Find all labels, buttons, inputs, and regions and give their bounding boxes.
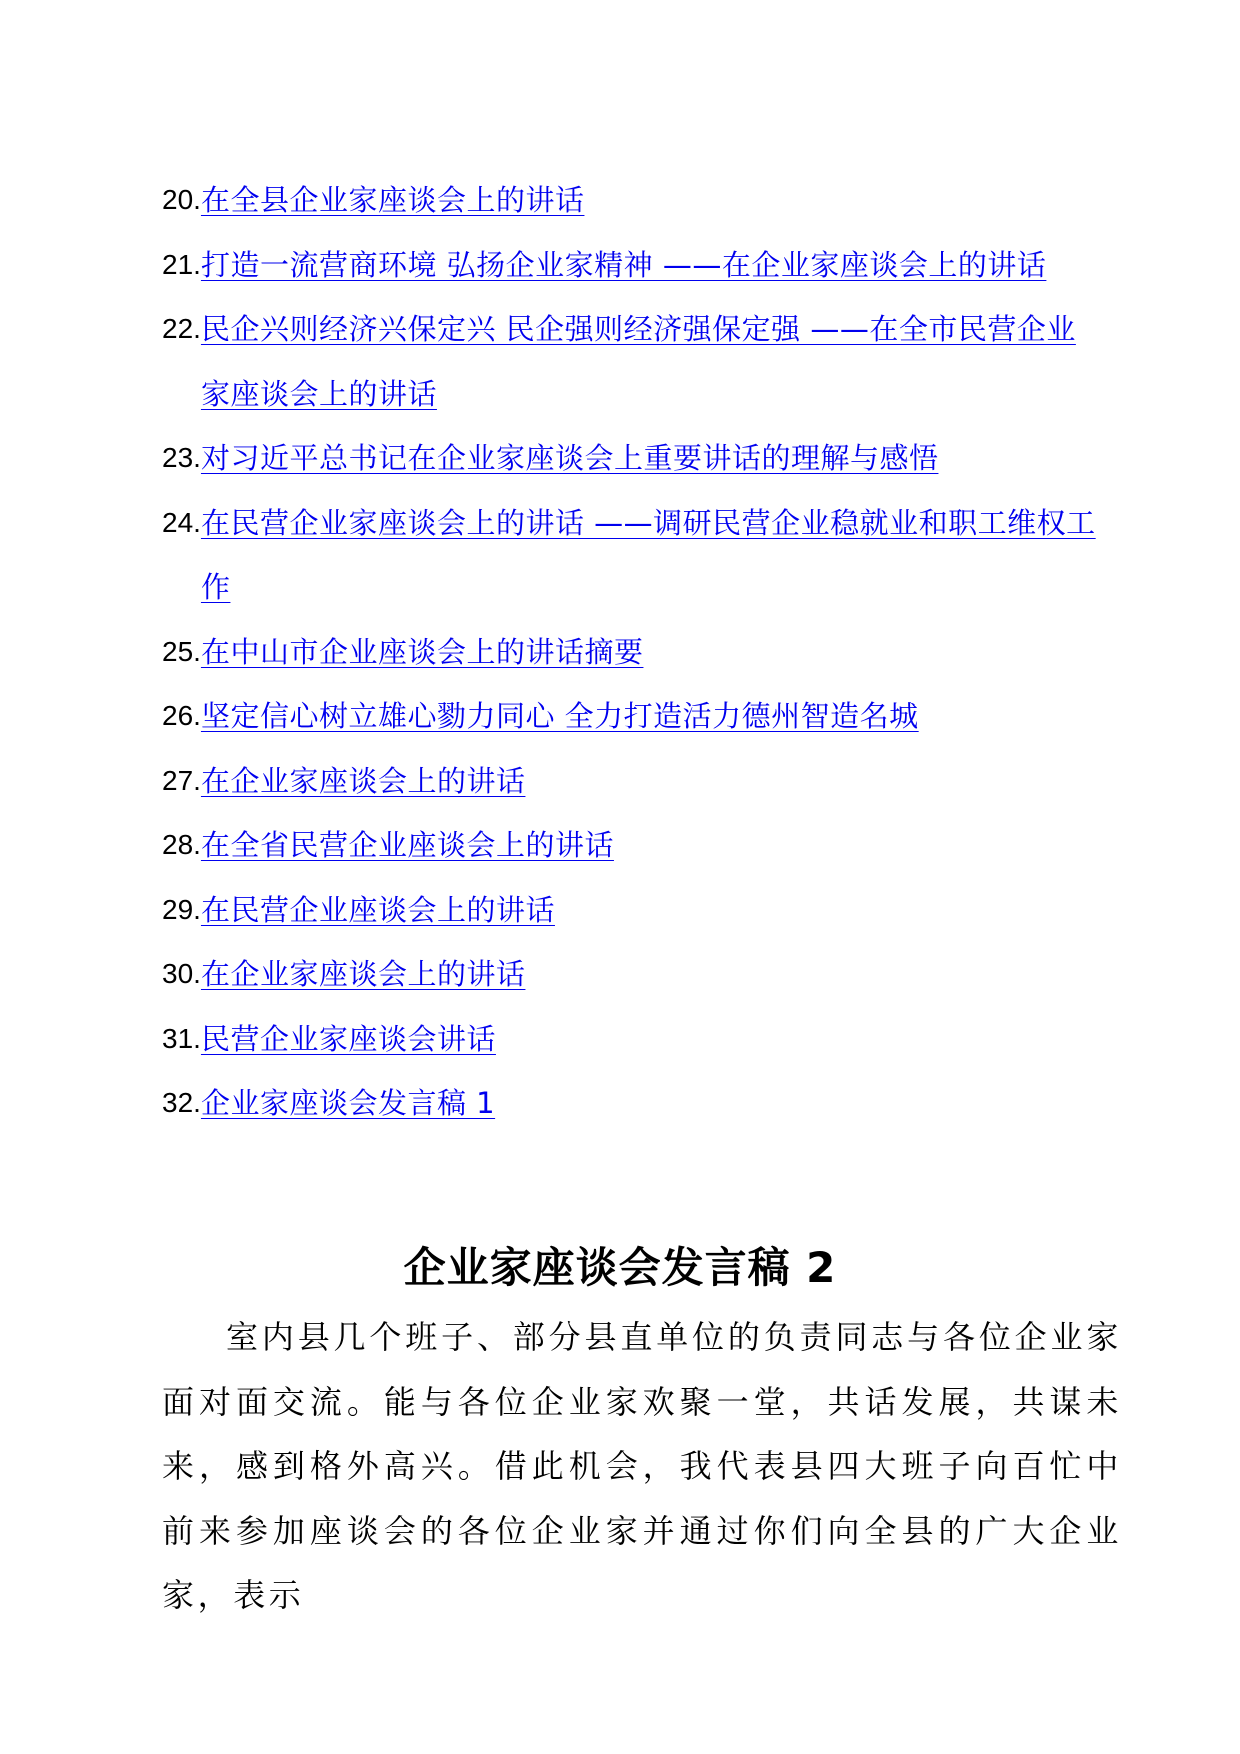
- body-paragraph: 室内县几个班子、部分县直单位的负责同志与各位企业家面对面交流。能与各位企业家欢聚一堂，共话发展，共谋未来，感到格外高兴。借此机会，我代表县四大班子向百忙中前来参加座谈会的各位企业家并通过你们向全县的广大企业家，表示: [162, 1318, 1122, 1614]
- toc-link[interactable]: 在中山市企业座谈会上的讲话摘要: [200, 634, 644, 669]
- toc-link[interactable]: 民企兴则经济兴保定兴 民企强则经济强保定强 ——在全市民营企业家座谈会上的讲话: [200, 312, 1076, 411]
- toc-link[interactable]: 民营企业家座谈会讲话: [200, 1021, 496, 1056]
- toc-item-number: 32.: [162, 1087, 201, 1118]
- toc-item-number: 29.: [162, 893, 201, 925]
- toc-item-29: [162, 878, 1102, 943]
- table-of-contents: [162, 168, 1102, 1136]
- toc-item-number: 27.: [162, 764, 201, 796]
- toc-link[interactable]: 在全省民营企业座谈会上的讲话: [200, 828, 614, 862]
- toc-item-number: 21.: [162, 248, 201, 280]
- toc-item-20: [162, 168, 1102, 233]
- toc-item-30: [162, 942, 1102, 1007]
- toc-item-number: 31.: [162, 1022, 201, 1054]
- toc-link[interactable]: 坚定信心树立雄心勠力同心 全力打造活力德州智造名城: [200, 699, 919, 733]
- section-heading: 企业家座谈会发言稿 2: [403, 1243, 837, 1292]
- toc-item-number: 28.: [162, 829, 201, 860]
- toc-item-number: 26.: [162, 700, 201, 731]
- toc-item-number: 24.: [162, 506, 201, 538]
- toc-item-31: [162, 1007, 1102, 1072]
- toc-item-number: 30.: [162, 958, 201, 989]
- toc-link[interactable]: 在民营企业家座谈会上的讲话 ——调研民营企业稳就业和职工维权工作: [200, 505, 1096, 604]
- toc-item-number: 20.: [162, 184, 201, 215]
- toc-link[interactable]: 在企业家座谈会上的讲话: [200, 763, 526, 798]
- toc-item-number: 25.: [162, 635, 201, 667]
- toc-item-28: [162, 813, 1102, 878]
- toc-link[interactable]: 对习近平总书记在企业家座谈会上重要讲话的理解与感悟: [200, 441, 939, 475]
- toc-item-26: [162, 684, 1102, 749]
- toc-item-23: [162, 426, 1102, 491]
- toc-item-22: [162, 297, 1102, 426]
- toc-link[interactable]: 在全县企业家座谈会上的讲话: [200, 183, 585, 217]
- toc-link[interactable]: 企业家座谈会发言稿 1: [200, 1086, 496, 1120]
- toc-item-25: [162, 620, 1102, 685]
- toc-item-21: [162, 233, 1102, 298]
- toc-item-32: [162, 1071, 1102, 1136]
- toc-link[interactable]: 打造一流营商环境 弘扬企业家精神 ——在企业家座谈会上的讲话: [200, 247, 1047, 282]
- toc-item-27: [162, 749, 1102, 814]
- toc-link[interactable]: 在民营企业座谈会上的讲话: [200, 892, 555, 927]
- toc-item-24: [162, 491, 1102, 620]
- toc-item-number: 23.: [162, 442, 201, 473]
- toc-item-number: 22.: [162, 313, 201, 344]
- toc-link[interactable]: 在企业家座谈会上的讲话: [200, 957, 526, 991]
